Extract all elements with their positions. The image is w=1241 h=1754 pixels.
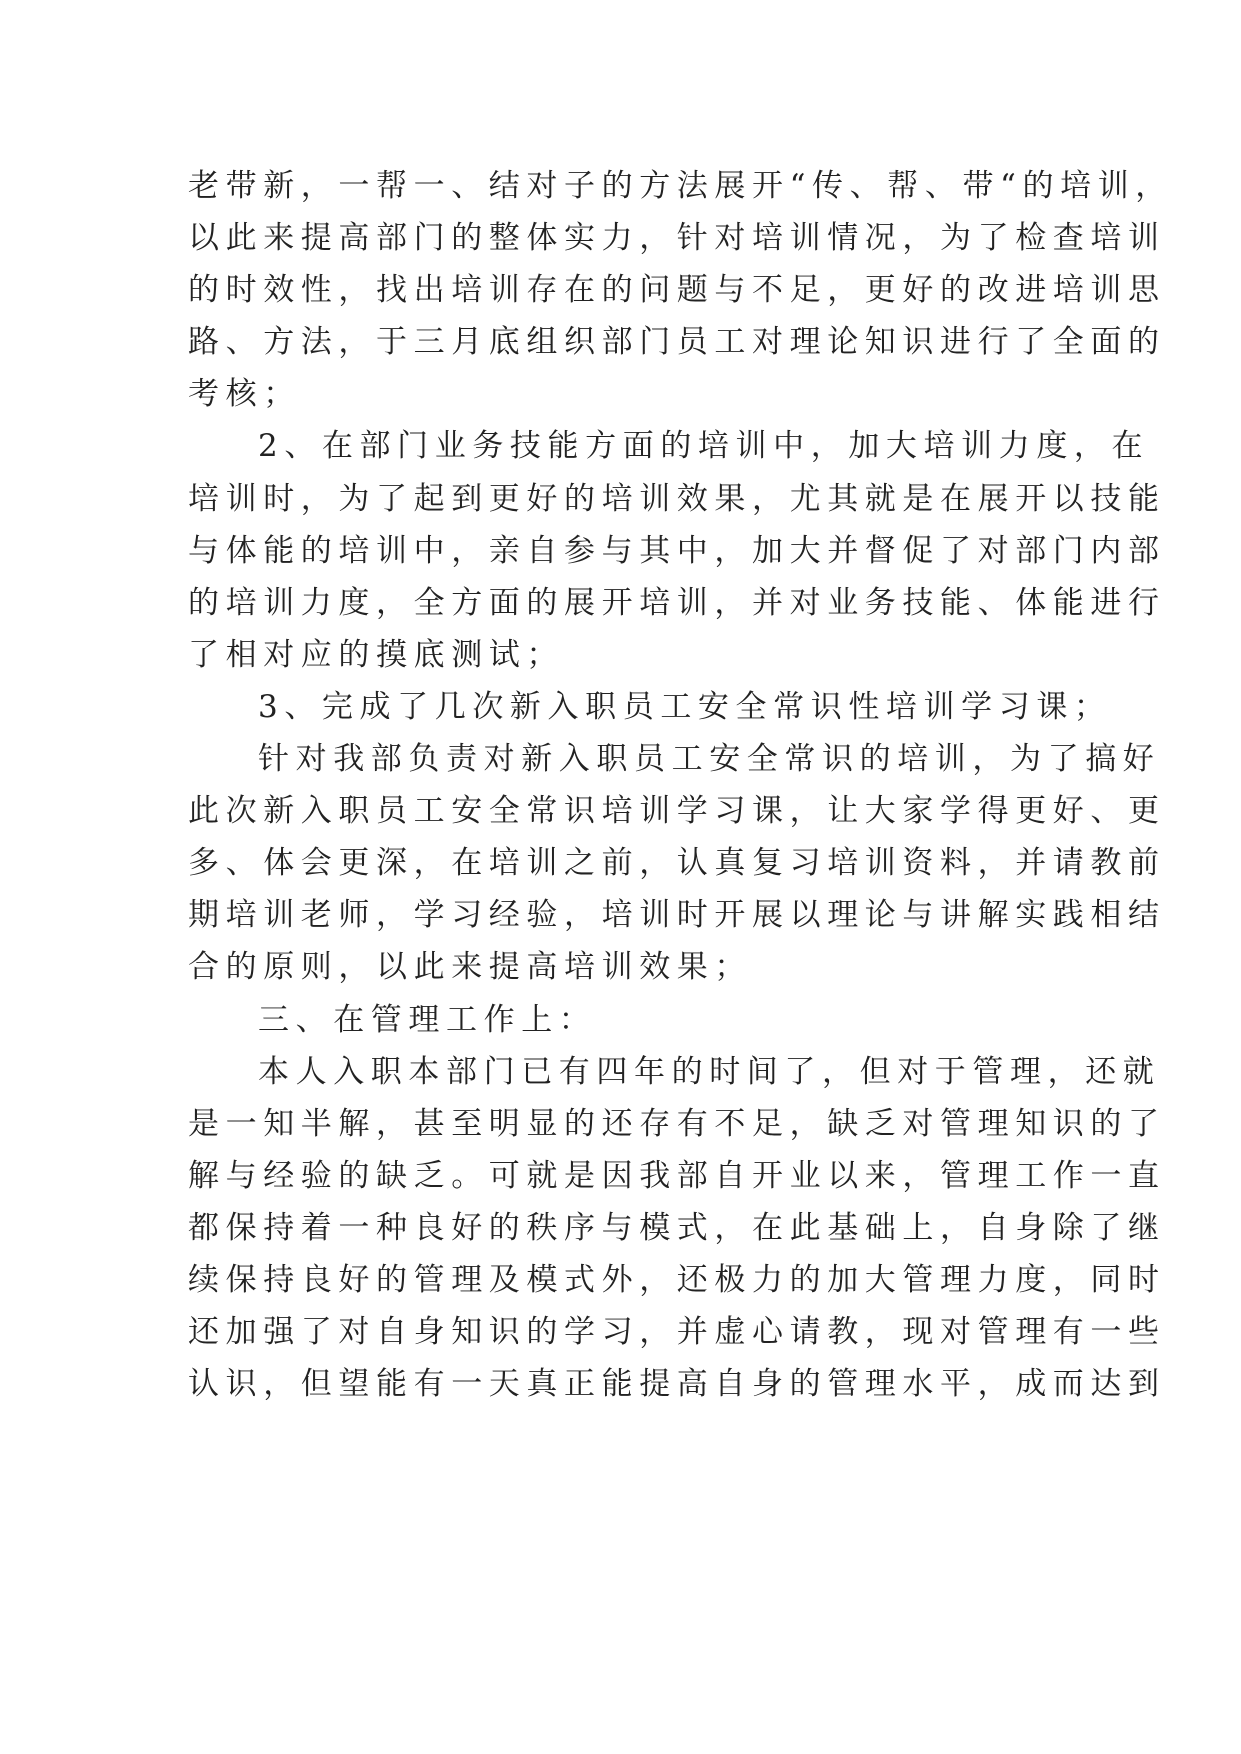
document-body [188,160,1173,1410]
paragraph-start-line: 针对我部负责对新入职员工安全常识的培训，为了搞好 [258,741,1161,778]
text-line: 与体能的培训中，亲自参与其中，加大并督促了对部门内部 [188,532,1166,569]
text-line: 还加强了对自身知识的学习，并虚心请教，现对管理有一些 [188,1314,1166,1351]
section-heading: 三、在管理工作上： [258,1001,597,1038]
paragraph-start-line: 2、在部门业务技能方面的培训中，加大培训力度，在 [258,428,1150,465]
text-line: 合的原则，以此来提高培训效果； [188,949,752,986]
text-line: 考核； [188,376,301,413]
text-line: 老带新，一帮一、结对子的方法展开“传、帮、带“的培训， [188,168,1173,204]
text-line: 此次新入职员工安全常识培训学习课，让大家学得更好、更 [188,793,1166,830]
text-line: 都保持着一种良好的秩序与模式，在此基础上，自身除了继 [188,1209,1166,1246]
text-line: 培训时，为了起到更好的培训效果，尤其就是在展开以技能 [188,480,1166,517]
text-line: 路、方法，于三月底组织部门员工对理论知识进行了全面的 [188,324,1166,361]
paragraph-start-line: 3、完成了几次新入职员工安全常识性培训学习课； [258,688,1112,725]
text-line: 以此来提高部门的整体实力，针对培训情况，为了检查培训 [188,220,1166,257]
text-line: 认识，但望能有一天真正能提高自身的管理水平，成而达到 [188,1366,1166,1403]
text-line: 是一知半解，甚至明显的还存有不足，缺乏对管理知识的了 [188,1105,1166,1142]
text-line: 续保持良好的管理及模式外，还极力的加大管理力度，同时 [188,1261,1166,1298]
paragraph-start-line: 本人入职本部门已有四年的时间了，但对于管理，还就 [258,1053,1161,1090]
text-line: 期培训老师，学习经验，培训时开展以理论与讲解实践相结 [188,897,1166,934]
text-line: 解与经验的缺乏。可就是因我部自开业以来，管理工作一直 [188,1157,1166,1194]
text-line: 多、体会更深，在培训之前，认真复习培训资料，并请教前 [188,845,1166,882]
text-line: 的时效性，找出培训存在的问题与不足，更好的改进培训思 [188,272,1166,309]
text-line: 了相对应的摸底测试； [188,636,564,673]
text-line: 的培训力度，全方面的展开培训，并对业务技能、体能进行 [188,584,1166,621]
